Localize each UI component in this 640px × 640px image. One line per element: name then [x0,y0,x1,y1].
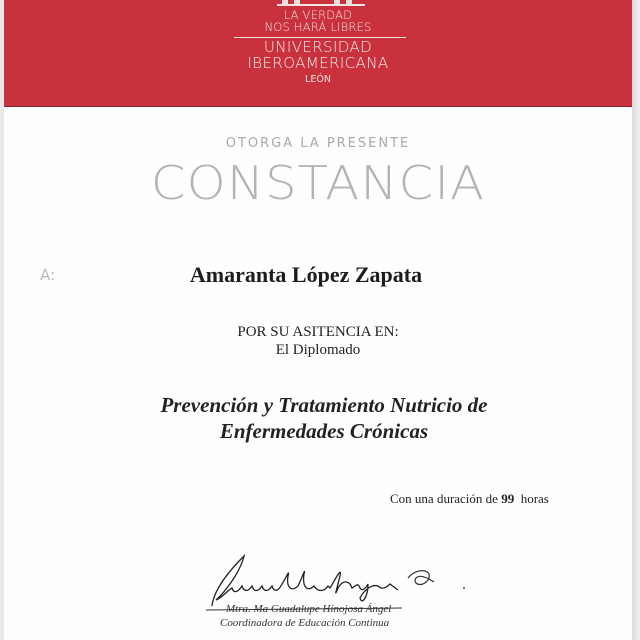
program-name-line-2: Enfermedades Crónicas [219,419,429,443]
certificate-page [4,0,632,640]
certificate-title: CONSTANCIA [150,156,486,210]
duration-hours: 99 [501,491,515,506]
attendance-label: POR SU ASITENCIA EN: [237,324,399,340]
to-label: A: [40,266,56,284]
scan-edge [632,0,640,640]
program-name-line-1: Prevención y Tratamiento Nutricio de [160,393,488,417]
grants-heading: OTORGA LA PRESENTE [225,136,411,151]
recipient-name: Amaranta López Zapata [189,262,423,287]
header-band [4,0,632,106]
duration-text [390,491,549,507]
university-name-line-2: IBEROAMERICANA [247,54,389,72]
university-crest-icon [274,0,344,5]
signatory-role: Coordinadora de Educación Continua [220,617,390,629]
signatory-name: Mtra. Ma Guadalupe Hinojosa Ángel [226,603,392,615]
motto-line-1: LA VERDAD [283,8,353,22]
duration-suffix: horas [520,491,549,506]
program-type: El Diplomado [275,342,361,358]
campus-name: LEÓN [305,74,331,85]
university-name-line-1: UNIVERSIDAD [263,38,373,56]
motto-line-2: NOS HARÁ LIBRES [264,20,372,34]
duration-prefix: Con una duración de [390,491,498,506]
